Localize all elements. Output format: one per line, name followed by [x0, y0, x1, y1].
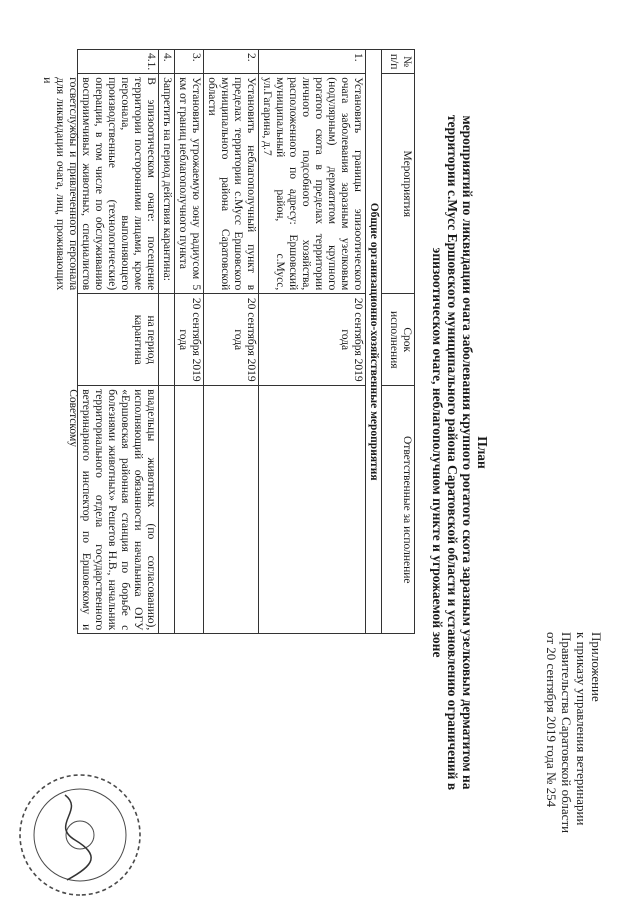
appendix-block [544, 632, 604, 892]
appendix-line: Правительства Саратовской области [559, 632, 574, 834]
row-num: 2. [204, 50, 259, 74]
section-title: Общие организационно-хозяйственные мероприятия [366, 50, 382, 634]
row-term: 20 сентября 2019 года [175, 294, 204, 386]
table-row [78, 50, 159, 634]
row-num: 4. [159, 50, 175, 74]
row-num: 1. [259, 50, 366, 74]
header-num: № п/п [382, 50, 415, 74]
row-responsible [204, 386, 259, 634]
row-action: Установить неблагополучный пункт в пределах территории с.Мусс Ершовского муниципального района Саратовской области [204, 74, 259, 294]
row-action: Установить границы эпизоотического очага заболевания заразным узелковым (нодулярным) дерматитом крупного рогатого скота в пределах территории личного подсобного хозяйства, расположенного по адресу: Ершовский муниципальный район, с.Мусс, ул.Гагарина, д.7 [259, 74, 366, 294]
document-title [430, 0, 490, 905]
title-line: территории с.Мусс Ершовского муниципального района Саратовской области и установлению ограничений в [445, 114, 460, 791]
row-action-text: В эпизоотическом очаге: посещение территории посторонними лицами, кроме персонала, выполняющего производственные (технологические) операции, в том числе по обслуживанию восприимчивых животных, специалистов госветслужбы и привлеченного персонала для ликвидации очага, лиц, проживающих и [41, 77, 157, 291]
row-num: 4.1. [78, 50, 159, 74]
signature-scribble [65, 795, 91, 880]
row-responsible [175, 386, 204, 634]
row-responsible [67, 386, 159, 634]
table-row [175, 50, 204, 634]
row-action: Запретить на период действия карантина: [159, 74, 175, 294]
row-num: 3. [175, 50, 204, 74]
appendix-line: от 20 сентября 2019 года № 254 [544, 632, 559, 808]
section-row [366, 50, 382, 634]
header-term: Срок исполнения [382, 294, 415, 386]
header-action: Мероприятия [382, 74, 415, 294]
table-header-row [382, 50, 415, 634]
title-heading: План [475, 436, 490, 469]
header-responsible: Ответственные за исполнение [382, 386, 415, 634]
row-action [41, 74, 159, 294]
row-term [159, 294, 175, 386]
table-row [259, 50, 366, 634]
appendix-line: Приложение [589, 632, 604, 702]
row-responsible-text: владельцы животных (по согласованию), исполняющий обязанности начальника ОГУ «Ершовская районная станция по борьбе с болезнями животных» Решетов Н.В., начальник территориального отдела государственного ветеринарного инспектор по Ершовскому и Советскому [67, 389, 157, 631]
row-term: 20 сентября 2019 года [204, 294, 259, 386]
official-seal-stamp [15, 770, 145, 900]
row-term: 20 сентября 2019 года [259, 294, 366, 386]
row-responsible [159, 386, 175, 634]
appendix-line: к приказу управления ветеринарии [574, 632, 589, 826]
table-row [159, 50, 175, 634]
title-line: эпизоотическом очаге, неблагополучном пункте и угрожаемой зоне [430, 247, 445, 658]
table-row [204, 50, 259, 634]
row-action: Установить угрожаемую зону радиусом 5 км от границ неблагополучного пункта [175, 74, 204, 294]
row-term: на период карантина [78, 294, 159, 386]
title-line: мероприятий по ликвидации очага заболевания крупного рогатого скота заразным узелковым дерматитом на [460, 115, 475, 790]
row-responsible [259, 386, 366, 634]
measures-table [41, 49, 415, 634]
